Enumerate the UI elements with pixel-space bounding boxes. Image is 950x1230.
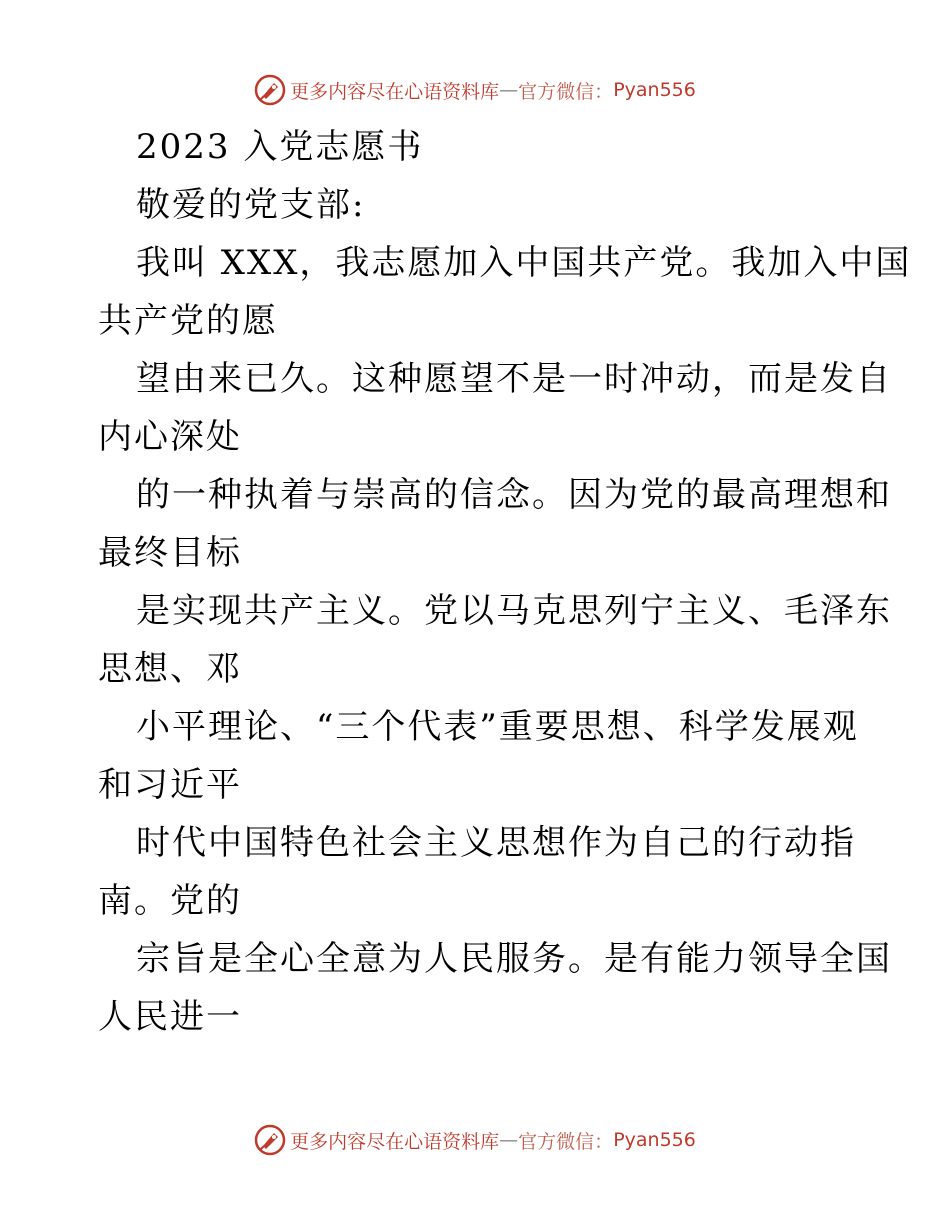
body-line: 最终目标 [98,533,242,573]
body-line: 人民进一 [98,997,242,1037]
body-line: 小平理论、“三个代表”重要思想、科学发展观 [136,707,859,747]
footer-banner [0,1120,950,1160]
banner-sub-text: 官方微信： [518,80,614,103]
body-line: 和习近平 [98,765,242,805]
banner-separator: — [499,1129,519,1151]
body-line: 的一种执着与崇高的信念。因为党的最高理想和 [136,475,892,515]
body-line: 思想、邓 [98,649,242,689]
banner-wechat-id: Pyan556 [613,1129,696,1151]
document-title: 2023 入党志愿书 [136,127,424,167]
body-line: 是实现共产主义。党以马克思列宁主义、毛泽东 [136,591,892,631]
banner-wechat-id: Pyan556 [613,79,696,101]
banner-main-text: 更多内容尽在心语资料库 [290,80,500,103]
header-banner [0,70,950,110]
body-line: 时代中国特色社会主义思想作为自己的行动指 [136,823,856,863]
banner-separator: — [499,79,519,101]
document-body [98,118,912,1046]
pen-nib-logo-icon [254,74,286,106]
body-line: 南。党的 [98,881,242,921]
body-line: 望由来已久。这种愿望不是一时冲动，而是发自 [136,359,892,399]
banner-main-text: 更多内容尽在心语资料库 [290,1130,500,1153]
body-line: 我叫 XXX，我志愿加入中国共产党。我加入中国 [136,243,912,283]
pen-nib-logo-icon [254,1124,286,1156]
body-line: 宗旨是全心全意为人民服务。是有能力领导全国 [136,939,892,979]
salutation: 敬爱的党支部: [136,185,366,225]
banner-sub-text: 官方微信： [518,1130,614,1153]
body-line: 共产党的愿 [98,301,278,341]
body-line: 内心深处 [98,417,242,457]
